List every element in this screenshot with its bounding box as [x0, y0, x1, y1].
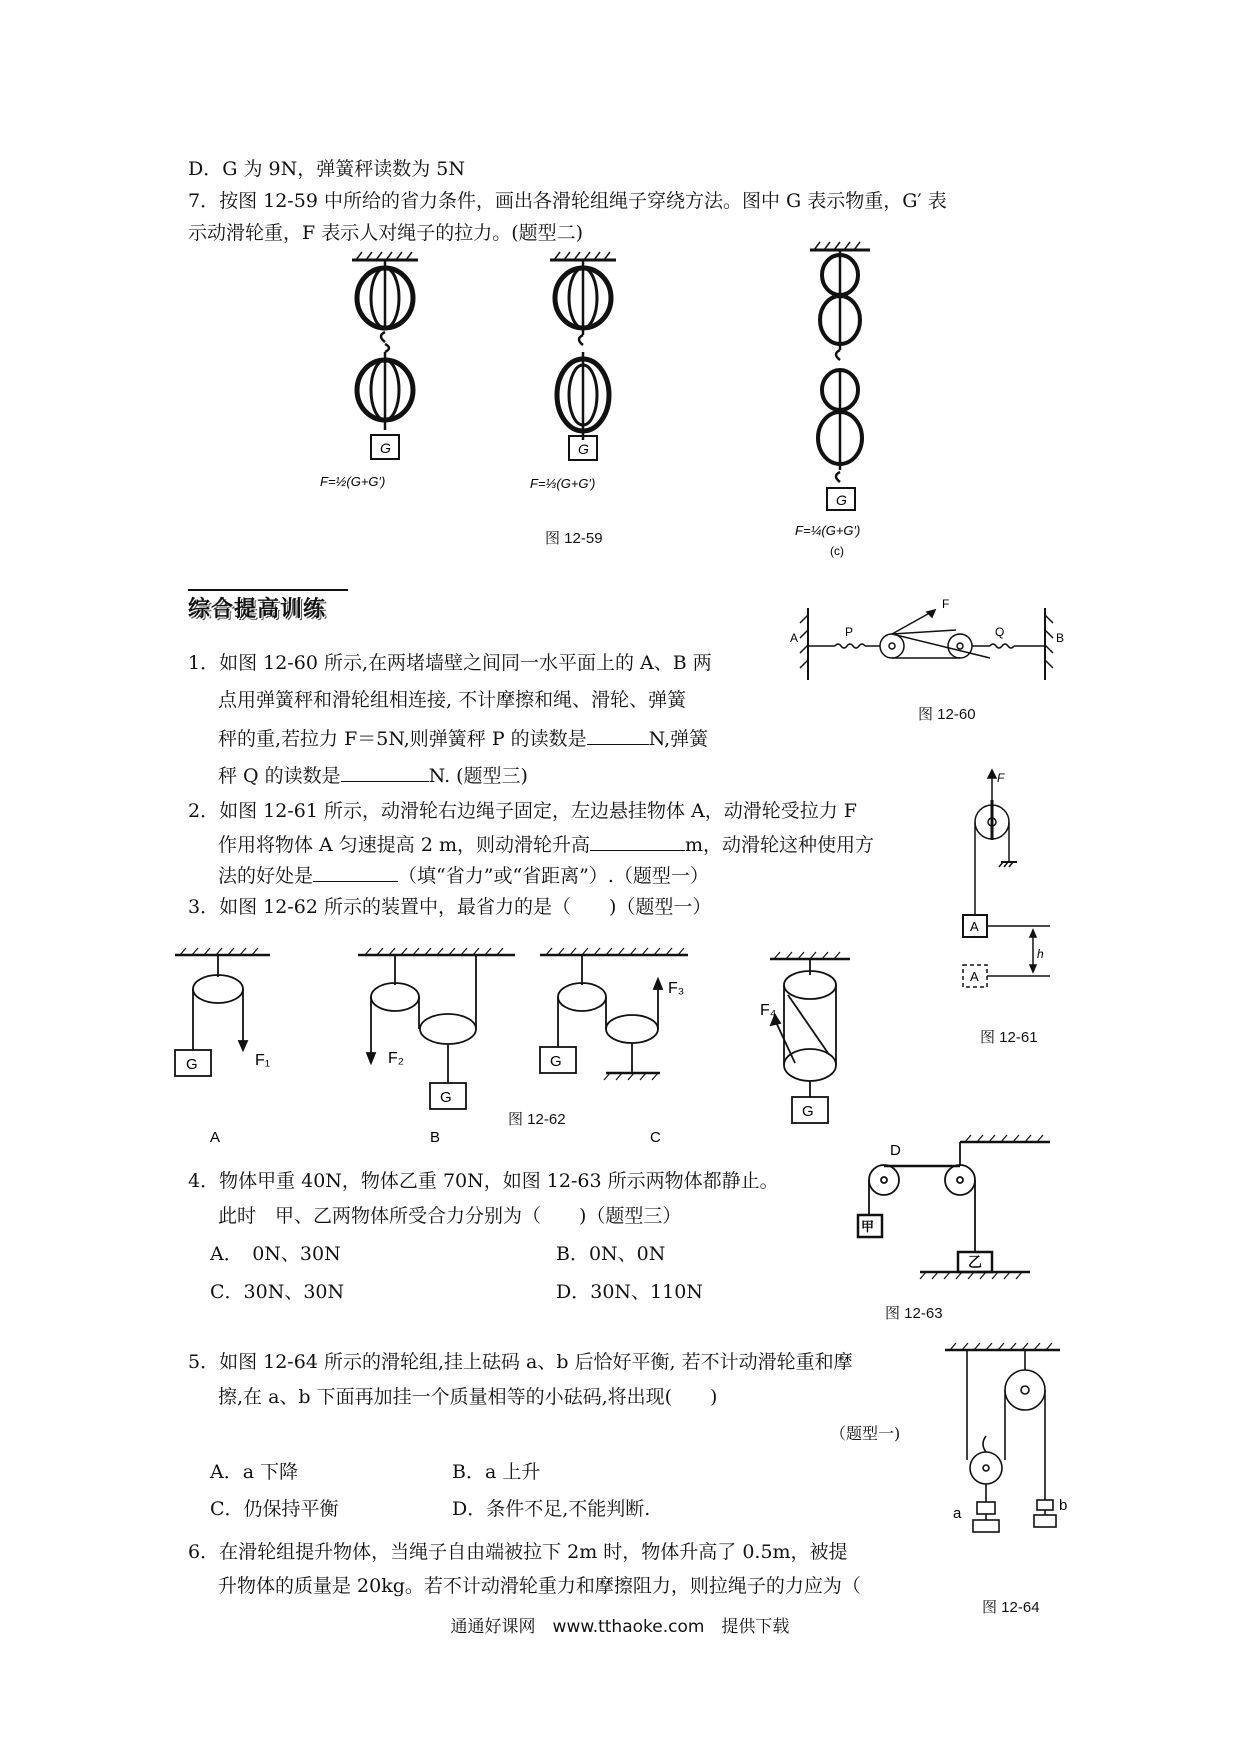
question-7-line1: 7．按图 12-59 中所给的省力条件，画出各滑轮组绳子穿绕方法。图中 G 表示物重，G′ 表: [188, 190, 947, 212]
question-4-option-a: A． 0N、30N: [210, 1243, 341, 1265]
formula-c: F=¼(G+G′): [795, 523, 861, 538]
label-p: P: [845, 625, 854, 639]
answer-blank-p[interactable]: [587, 726, 649, 745]
label-height: h: [1037, 947, 1044, 961]
question-3-line1: 3．如图 12-62 所示的装置中，最省力的是（ )（题型一）: [188, 896, 712, 918]
question-5-option-d: D．条件不足,不能判断.: [452, 1498, 651, 1520]
label-weight-b: b: [1059, 1497, 1068, 1514]
pulley-block-a: [352, 252, 418, 459]
answer-blank-benefit[interactable]: [313, 863, 398, 882]
section-title: 综合提高训练: [188, 597, 327, 622]
pulley-block-b: [550, 252, 616, 460]
caption-12-64: 图 12-64: [982, 1599, 1040, 1616]
question-5-line1: 5．如图 12-64 所示的滑轮组,挂上砝码 a、b 后恰好平衡, 若不计动滑轮重和摩: [188, 1351, 853, 1373]
question-7-line2: 示动滑轮重，F 表示人对绳子的拉力。(题型二): [188, 222, 584, 244]
answer-blank-q[interactable]: [341, 763, 429, 782]
label-force: F: [997, 771, 1005, 785]
question-2-line2: [188, 832, 874, 857]
question-1-line3b: N,弹簧: [648, 728, 709, 750]
question-6-line1: 6．在滑轮组提升物体，当绳子自由端被拉下 2m 时，物体升高了 0.5m，被提: [188, 1541, 848, 1563]
question-6-line2: 升物体的质量是 20kg。若不计动滑轮重力和摩擦阻力，则拉绳子的力应为（: [218, 1575, 861, 1597]
caption-12-59: 图 12-59: [545, 530, 603, 547]
caption-12-61: 图 12-61: [980, 1029, 1038, 1046]
weight-g-c: G: [550, 1053, 562, 1070]
label-f: F: [942, 597, 950, 611]
device-d: [770, 952, 850, 1123]
question-2-line3a: 法的好处是: [218, 865, 314, 887]
question-1-line1: 1．如图 12-60 所示,在两堵墙壁之间同一水平面上的 A、B 两: [188, 652, 712, 674]
option-label-b: B: [430, 1129, 441, 1146]
figure-12-60: [790, 590, 1080, 690]
question-5-tag: （题型一): [830, 1424, 901, 1443]
question-4-line1: 4．物体甲重 40N，物体乙重 70N，如图 12-63 所示两物体都静止。: [188, 1170, 779, 1192]
question-1-line4: [188, 763, 528, 788]
answer-blank-height[interactable]: [590, 832, 685, 851]
weight-g-b: G: [440, 1089, 452, 1106]
device-b: [358, 948, 515, 1109]
formula-a: F=½(G+G′): [320, 474, 386, 489]
label-d: D: [890, 1142, 901, 1159]
question-5-option-b: B．a 上升: [452, 1461, 541, 1483]
force-f1: F₁: [255, 1052, 271, 1069]
option-d: D．G 为 9N，弹簧秤读数为 5N: [188, 158, 465, 180]
figure-12-61: [955, 770, 1075, 1000]
question-2-line3: [188, 863, 709, 888]
question-1-line4a: 秤 Q 的读数是: [218, 765, 341, 787]
question-5-option-a: A．a 下降: [210, 1461, 299, 1483]
device-c: [540, 948, 688, 1080]
section-rule: [188, 589, 348, 591]
weight-label-a: G: [380, 440, 391, 456]
question-2-line1: 2．如图 12-61 所示，动滑轮右边绳子固定，左边悬挂物体 A，动滑轮受拉力 F: [188, 800, 857, 822]
caption-12-60: 图 12-60: [918, 706, 976, 723]
question-1-line4b: N. (题型三): [428, 765, 528, 787]
force-f4: F₄: [760, 1002, 777, 1019]
option-label-a: A: [210, 1129, 221, 1146]
weight-label-b: G: [578, 441, 589, 457]
question-1-line2: 点用弹簧秤和滑轮组相连接, 不计摩擦和绳、滑轮、弹簧: [218, 689, 687, 711]
question-2-line2a: 作用将物体 A 匀速提高 2 m，则动滑轮升高: [218, 834, 590, 856]
label-weight-a: a: [953, 1505, 962, 1522]
caption-12-62: 图 12-62: [508, 1111, 566, 1128]
question-1-line3: [188, 726, 708, 751]
weight-g-d: G: [802, 1103, 814, 1120]
weight-g-a: G: [186, 1056, 198, 1073]
question-4-option-d: D．30N、110N: [556, 1281, 703, 1303]
question-5-option-c: C．仍保持平衡: [210, 1498, 339, 1520]
question-2-line2b: m，动滑轮这种使用方: [685, 834, 875, 856]
caption-12-63: 图 12-63: [885, 1305, 943, 1322]
question-2-line3b: （填“省力”或“省距离”）.（题型一）: [398, 865, 709, 887]
question-4-option-b: B．0N、0N: [556, 1243, 666, 1265]
label-a: A: [790, 631, 799, 645]
label-yi: 乙: [968, 1254, 982, 1270]
label-q: Q: [995, 625, 1005, 639]
pulley-block-c: [810, 242, 870, 510]
figure-12-64: [945, 1340, 1075, 1560]
force-f3: F₃: [668, 980, 685, 997]
weight-label-c: G: [836, 492, 847, 508]
figure-12-63: [850, 1130, 1060, 1290]
figure-12-59: [300, 240, 900, 570]
label-body-a-raised: A: [970, 969, 979, 984]
question-5-line2: 擦,在 a、b 下面再加挂一个质量相等的小砝码,将出现( ): [218, 1386, 718, 1408]
question-1-line3a: 秤的重,若拉力 F＝5N,则弹簧秤 P 的读数是: [218, 728, 587, 750]
label-jia: 甲: [861, 1219, 875, 1234]
question-4-line2: 此时 甲、乙两物体所受合力分别为（ )（题型三）: [218, 1205, 682, 1227]
sub-label-c: (c): [830, 544, 844, 558]
label-b: B: [1056, 631, 1065, 645]
option-label-c: C: [650, 1129, 661, 1146]
force-f2: F₂: [388, 1050, 404, 1067]
footer: 通通好课网 www.tthaoke.com 提供下载: [450, 1617, 790, 1637]
label-body-a: A: [970, 919, 979, 934]
question-4-option-c: C．30N、30N: [210, 1281, 345, 1303]
formula-b: F=⅓(G+G′): [530, 476, 596, 491]
